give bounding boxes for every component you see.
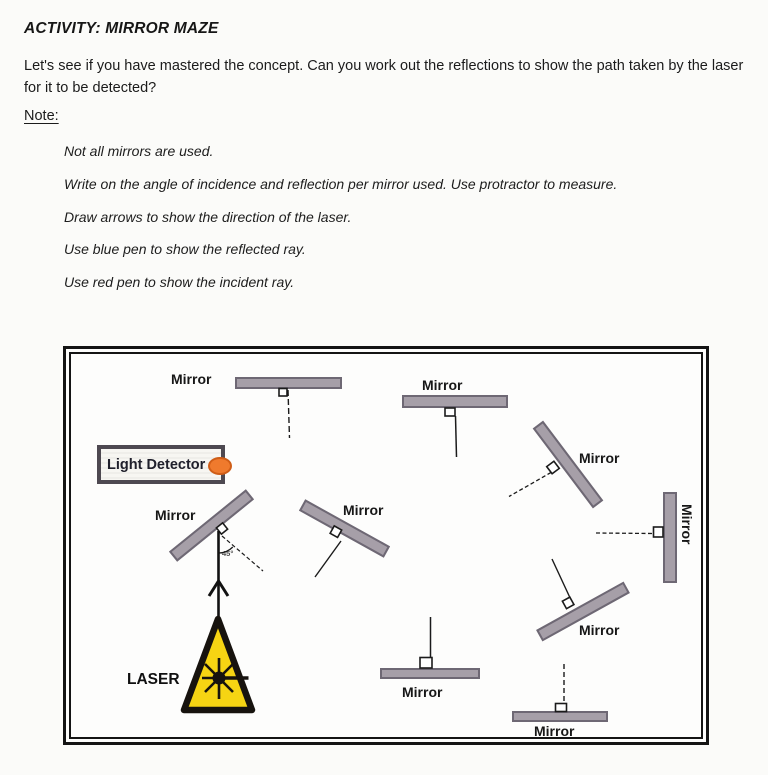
mirror-left-diagonal-label: Mirror (155, 507, 196, 523)
mirror-top-left-label: Mirror (171, 371, 212, 387)
mirror-right-vertical-bar (663, 492, 677, 583)
note-heading: Note: (24, 108, 59, 124)
light-detector-label: Light Detector (107, 457, 206, 473)
mirror-lower-right-diagonal-label: Mirror (579, 622, 620, 638)
note-item: Draw arrows to show the direction of the laser. (64, 208, 352, 225)
laser-label: LASER (127, 671, 180, 688)
activity-title: ACTIVITY: MIRROR MAZE (24, 20, 219, 37)
intro-paragraph: Let's see if you have mastered the concept. Can you work out the reflections to show the path taken by the laser for it to be detected? (24, 58, 744, 96)
mirror-bottom-right-label: Mirror (534, 723, 575, 739)
note-item: Not all mirrors are used. (64, 143, 214, 159)
mirror-top-center-bar (402, 395, 508, 408)
note-list (64, 143, 704, 307)
mirror-center-diagonal-label: Mirror (343, 502, 384, 518)
mirror-top-center-label: Mirror (422, 377, 463, 393)
note-item: Write on the angle of incidence and reflection per mirror used. Use protractor to measure. (64, 175, 618, 192)
mirror-bottom-center-bar (380, 668, 480, 679)
light-detector-box (97, 445, 225, 484)
note-item: Use red pen to show the incident ray. (64, 274, 295, 291)
mirror-top-left-bar (235, 377, 342, 389)
angle-45-label: 45° (222, 549, 234, 558)
mirror-right-vertical-label: Mirror (679, 504, 695, 545)
mirror-bottom-right-bar (512, 711, 608, 722)
mirror-upper-right-diagonal-label: Mirror (579, 450, 620, 466)
detector-indicator-light-icon (208, 457, 232, 475)
mirror-bottom-center-label: Mirror (402, 684, 443, 700)
note-item: Use blue pen to show the reflected ray. (64, 241, 306, 258)
